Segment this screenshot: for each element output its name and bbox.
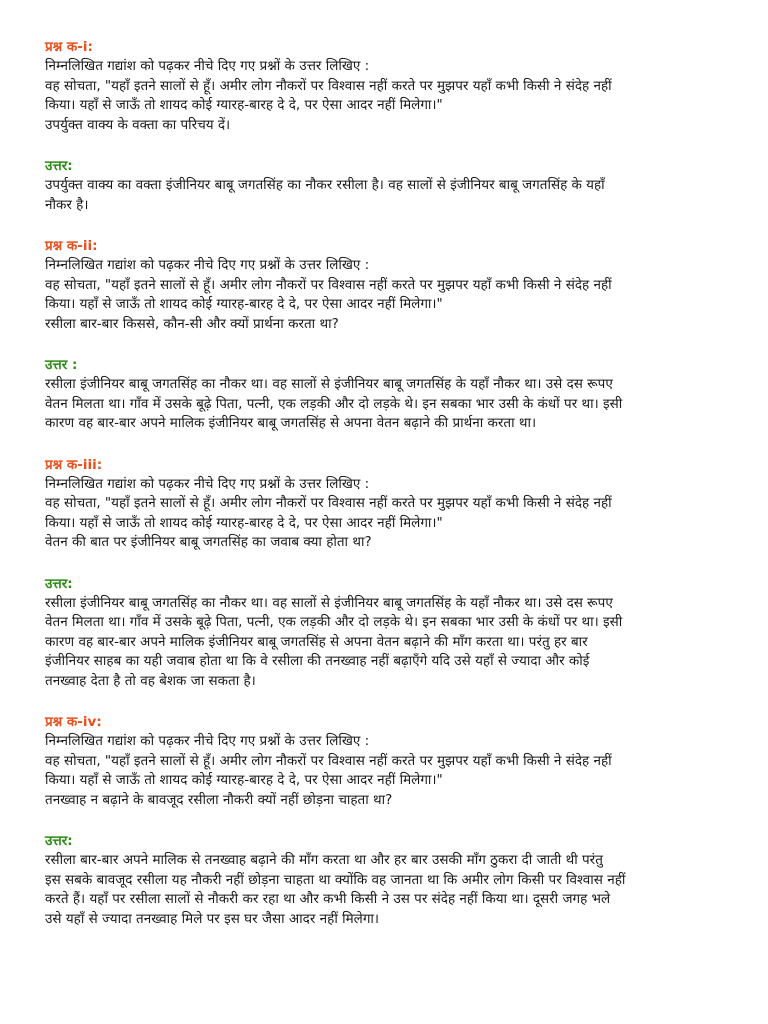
question-text: तनख्वाह न बढ़ाने के बावजूद रसीला नौकरी क्यों नहीं छोड़ना चाहता था?	[45, 791, 393, 808]
passage-line: किया। यहाँ से जाऊँ तो शायद कोई ग्यारह-बारह दे दे, पर ऐसा आदर नहीं मिलेगा।"	[45, 514, 443, 531]
answer-heading: उत्तर:	[45, 833, 73, 849]
passage-line: किया। यहाँ से जाऊँ तो शायद कोई ग्यारह-बारह दे दे, पर ऐसा आदर नहीं मिलेगा।"	[45, 772, 443, 788]
question-instruction: निम्नलिखित गद्यांश को पढ़कर नीचे दिए गए प्रश्नों के उत्तर लिखिए :	[45, 257, 370, 273]
answer-line: कारण वह बार-बार अपने मालिक इंजीनियर बाबू जगतसिंह से अपना वेतन बढ़ाने की प्रार्थना करता था।	[45, 415, 537, 431]
answer-line: कारण वह बार-बार अपने मालिक इंजीनियर बाबू जगतसिंह से अपना वेतन बढ़ाने की माँग करता था। परंतु हर बार	[45, 633, 588, 650]
answer-line: उपर्युक्त वाक्य का वक्ता इंजीनियर बाबू जगतसिंह का नौकर रसीला है। वह सालों से इंजीनियर बाबू जगतसिंह के यहाँ	[45, 177, 605, 193]
answer-block-4	[45, 832, 735, 929]
question-instruction: निम्नलिखित गद्यांश को पढ़कर नीचे दिए गए प्रश्नों के उत्तर लिखिए :	[45, 58, 370, 74]
answer-block-2	[45, 356, 735, 434]
passage-line: किया। यहाँ से जाऊँ तो शायद कोई ग्यारह-बारह दे दे, पर ऐसा आदर नहीं मिलेगा।"	[45, 97, 443, 113]
passage-line: वह सोचता, "यहाँ इतने सालों से हूँ। अमीर लोग नौकरों पर विश्वास नहीं करते पर मुझपर यहाँ कभी किसी ने संदेह नहीं	[45, 752, 612, 769]
answer-line: तनख्वाह देता है तो वह बेशक जा सकता है।	[45, 672, 256, 689]
question-text: उपर्युक्त वाक्य के वक्ता का परिचय दें।	[45, 116, 231, 133]
answer-heading: उत्तर:	[45, 575, 73, 592]
answer-heading: उत्तर:	[45, 158, 73, 174]
answer-block-3	[45, 575, 735, 692]
answer-line: वेतन मिलता था। गाँव में उसके बूढ़े पिता, पत्नी, एक लड़की और दो लड़के थे। इन सबका भार उसी के कंधों पर था। इसी	[45, 614, 623, 630]
answer-line: उसे यहाँ से ज्यादा तनख्वाह मिले पर इस घर जैसा आदर नहीं मिलेगा।	[45, 910, 380, 927]
question-instruction: निम्नलिखित गद्यांश को पढ़कर नीचे दिए गए प्रश्नों के उत्तर लिखिए :	[45, 475, 370, 492]
answer-line: रसीला इंजीनियर बाबू जगतसिंह का नौकर था। वह सालों से इंजीनियर बाबू जगतसिंह के यहाँ नौकर था। उसे दस रूपए	[45, 376, 613, 392]
answer-line: इस सबके बावजूद रसीला यह नौकरी नहीं छोड़ना चाहता था क्योंकि वह जानता था कि अमीर लोग किसी पर विश्वास नहीं	[45, 871, 626, 888]
question-instruction: निम्नलिखित गद्यांश को पढ़कर नीचे दिए गए प्रश्नों के उत्तर लिखिए :	[45, 733, 370, 749]
passage-line: वह सोचता, "यहाँ इतने सालों से हूँ। अमीर लोग नौकरों पर विश्वास नहीं करते पर मुझपर यहाँ कभी किसी ने संदेह नहीं	[45, 495, 612, 511]
answer-heading: उत्तर :	[45, 357, 78, 373]
answer-line: नौकर है।	[45, 196, 89, 213]
answer-line: रसीला इंजीनियर बाबू जगतसिंह का नौकर था। वह सालों से इंजीनियर बाबू जगतसिंह के यहाँ नौकर था। उसे दस रूपए	[45, 594, 613, 611]
passage-line: वह सोचता, "यहाँ इतने सालों से हूँ। अमीर लोग नौकरों पर विश्वास नहीं करते पर मुझपर यहाँ कभी किसी ने संदेह नहीं	[45, 276, 612, 293]
answer-block-1	[45, 157, 735, 215]
passage-line: वह सोचता, "यहाँ इतने सालों से हूँ। अमीर लोग नौकरों पर विश्वास नहीं करते पर मुझपर यहाँ कभी किसी ने संदेह नहीं	[45, 77, 612, 94]
document-page	[45, 38, 735, 951]
question-heading: प्रश्न क-i:	[45, 39, 93, 55]
question-text: वेतन की बात पर इंजीनियर बाबू जगतसिंह का जवाब क्या होता था?	[45, 534, 372, 550]
answer-line: रसीला बार-बार अपने मालिक से तनख्वाह बढ़ाने की माँग करता था और हर बार उसकी माँग ठुकरा दी जाती थी परंतु	[45, 852, 603, 868]
question-heading: प्रश्न क-iii:	[45, 456, 103, 473]
question-block-4	[45, 713, 735, 810]
question-text: रसीला बार-बार किससे, कौन-सी और क्यों प्रार्थना करता था?	[45, 315, 339, 332]
question-block-2	[45, 237, 735, 334]
answer-line: करते हैं। यहाँ पर रसीला सालों से नौकरी कर रहा था और कभी किसी ने उस पर संदेह नहीं किया था। दूसरी जगह भले	[45, 891, 611, 907]
question-heading: प्रश्न क-iv:	[45, 714, 102, 730]
question-heading: प्रश्न क-ii:	[45, 238, 98, 254]
answer-line: वेतन मिलता था। गाँव में उसके बूढ़े पिता, पत्नी, एक लड़की और दो लड़के थे। इन सबका भार उसी के कंधों पर था। इसी	[45, 395, 623, 412]
question-block-1	[45, 38, 735, 135]
answer-line: इंजीनियर साहब का यही जवाब होता था कि वे रसीला की तनख्वाह नहीं बढ़ाएँगे यदि उसे यहाँ से ज्यादा और कोई	[45, 653, 590, 669]
passage-line: किया। यहाँ से जाऊँ तो शायद कोई ग्यारह-बारह दे दे, पर ऐसा आदर नहीं मिलेगा।"	[45, 296, 443, 312]
question-block-3	[45, 456, 735, 553]
